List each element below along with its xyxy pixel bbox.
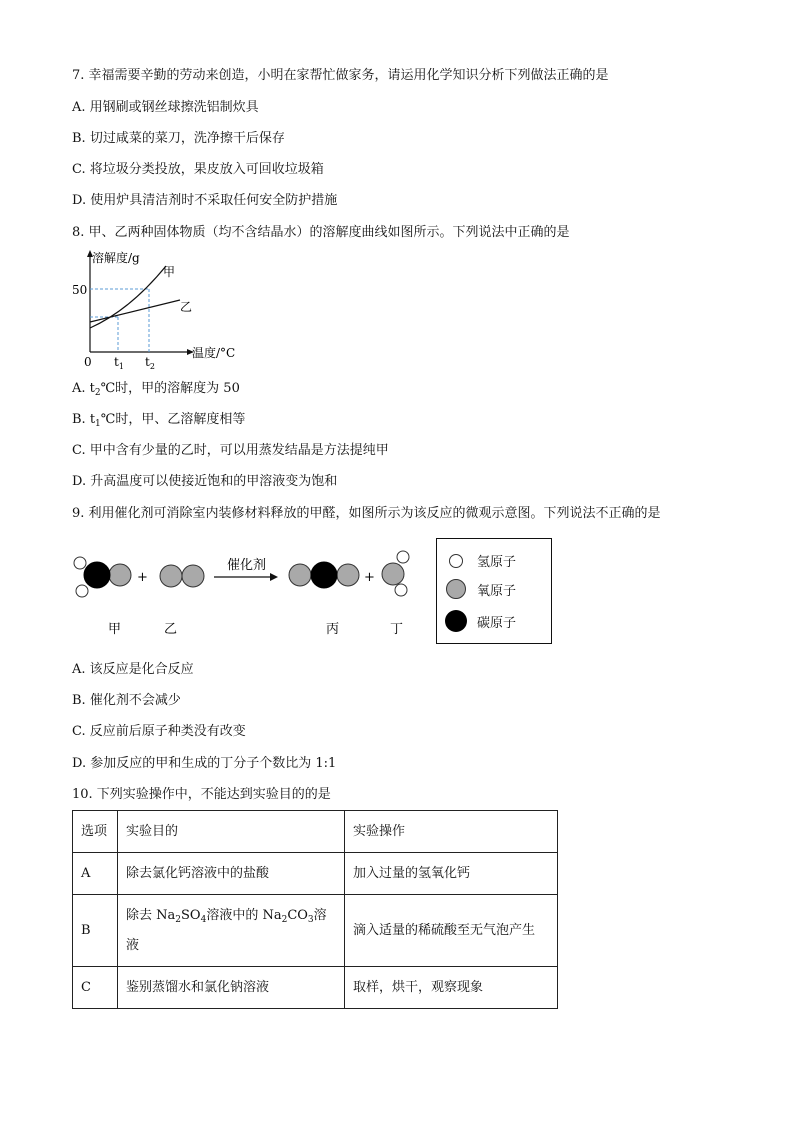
plus-1: + (137, 570, 148, 585)
row-a-purpose: 除去氯化钙溶液中的盐酸 (118, 853, 345, 895)
jia-h-bottom (76, 585, 88, 597)
q7-stem: 7. 幸福需要辛勤的劳动来创造，小明在家帮忙做家务，请运用化学知识分析下列做法正确的是 (72, 68, 609, 83)
row-a-option: A (73, 853, 118, 895)
q7-option-d[interactable]: D. 使用炉具清洁剂时不采取任何安全防护措施 (72, 193, 338, 208)
legend-carbon-label: 碳原子 (477, 615, 517, 631)
table-row (73, 895, 558, 967)
header-option: 选项 (73, 811, 118, 853)
t1-label: $t_1$ (114, 355, 124, 371)
jia-h-top (74, 557, 86, 569)
reaction-diagram (70, 545, 430, 645)
t2-label: $t_2$ (145, 355, 155, 371)
label-yi: 乙 (164, 622, 178, 637)
row-c-operation: 取样，烘干，观察现象 (345, 967, 558, 1009)
q7-option-a[interactable]: A. 用钢刷或钢丝球擦洗铝制炊具 (72, 100, 259, 115)
hydrogen-atom-icon (449, 554, 463, 568)
q9-option-c[interactable]: C. 反应前后原子种类没有改变 (72, 724, 246, 739)
curve-jia-label: 甲 (163, 265, 176, 279)
jia-c-atom (84, 562, 110, 588)
catalyst-label: 催化剂 (227, 558, 267, 573)
row-c-purpose: 鉴别蒸馏水和氯化钠溶液 (118, 967, 345, 1009)
oxygen-atom-icon (446, 579, 466, 599)
ding-h-top (397, 551, 409, 563)
ding-h-bottom (395, 584, 407, 596)
legend-carbon (445, 610, 516, 632)
ding-o-atom (382, 563, 404, 585)
yi-o-atom-2 (182, 565, 204, 587)
atom-legend (436, 538, 552, 644)
header-operation: 实验操作 (345, 811, 558, 853)
legend-hydrogen-label: 氢原子 (477, 555, 517, 570)
row-c-option: C (73, 967, 118, 1009)
q10-stem: 10. 下列实验操作中，不能达到实验目的的是 (72, 787, 331, 802)
yi-o-atom-1 (160, 565, 182, 587)
label-bing: 丙 (326, 622, 340, 637)
q9-option-a[interactable]: A. 该反应是化合反应 (72, 662, 194, 677)
q9-option-b[interactable]: B. 催化剂不会减少 (72, 693, 181, 708)
reaction-arrow-head (270, 573, 278, 581)
q7-option-b[interactable]: B. 切过咸菜的菜刀，洗净擦干后保存 (72, 131, 285, 146)
bing-o-atom-2 (337, 564, 359, 586)
row-b-option: B (73, 895, 118, 967)
header-purpose: 实验目的 (118, 811, 345, 853)
origin-label: 0 (84, 355, 92, 369)
legend-hydrogen (445, 551, 516, 570)
q8-option-d[interactable]: D. 升高温度可以使接近饱和的甲溶液变为饱和 (72, 474, 338, 489)
row-b-operation: 滴入适量的稀硫酸至无气泡产生 (345, 895, 558, 967)
row-a-operation: 加入过量的氢氧化钙 (345, 853, 558, 895)
row-b-purpose: 除去 $Na_2SO_4$溶液中的 $Na_2CO_3$溶 液 (118, 895, 345, 967)
jia-o-atom (109, 564, 131, 586)
curve-yi-label: 乙 (180, 300, 193, 314)
label-ding: 丁 (390, 622, 404, 637)
q8-option-a[interactable]: A. $t_2℃$时，甲的溶解度为 50 (72, 381, 240, 398)
legend-oxygen-label: 氧原子 (477, 583, 517, 599)
solubility-graph (70, 248, 250, 376)
bing-c-atom (311, 562, 337, 588)
q8-option-c[interactable]: C. 甲中含有少量的乙时，可以用蒸发结晶是方法提纯甲 (72, 443, 389, 458)
q9-stem: 9. 利用催化剂可消除室内装修材料释放的甲醛，如图所示为该反应的微观示意图。下列说法不正确的是 (72, 506, 661, 521)
carbon-atom-icon (445, 610, 467, 632)
q7-option-c[interactable]: C. 将垃圾分类投放，果皮放入可回收垃圾箱 (72, 162, 324, 177)
experiment-table (72, 810, 558, 1009)
q8-stem: 8. 甲、乙两种固体物质（均不含结晶水）的溶解度曲线如图所示。下列说法中正确的是 (72, 225, 570, 240)
x-axis-label: 温度/°C (192, 346, 236, 360)
y-axis-label: 溶解度/g (92, 251, 140, 265)
bing-o-atom-1 (289, 564, 311, 586)
legend-oxygen (445, 579, 516, 599)
table-row (73, 853, 558, 895)
q9-option-d[interactable]: D. 参加反应的甲和生成的丁分子个数比为 1:1 (72, 756, 337, 771)
plus-2: + (364, 570, 375, 585)
y-tick-50: 50 (72, 283, 88, 297)
table-row (73, 967, 558, 1009)
q8-option-b[interactable]: B. $t_1℃$时，甲、乙溶解度相等 (72, 412, 246, 429)
table-header-row (73, 811, 558, 853)
label-jia: 甲 (108, 622, 122, 637)
curve-yi (90, 300, 180, 322)
